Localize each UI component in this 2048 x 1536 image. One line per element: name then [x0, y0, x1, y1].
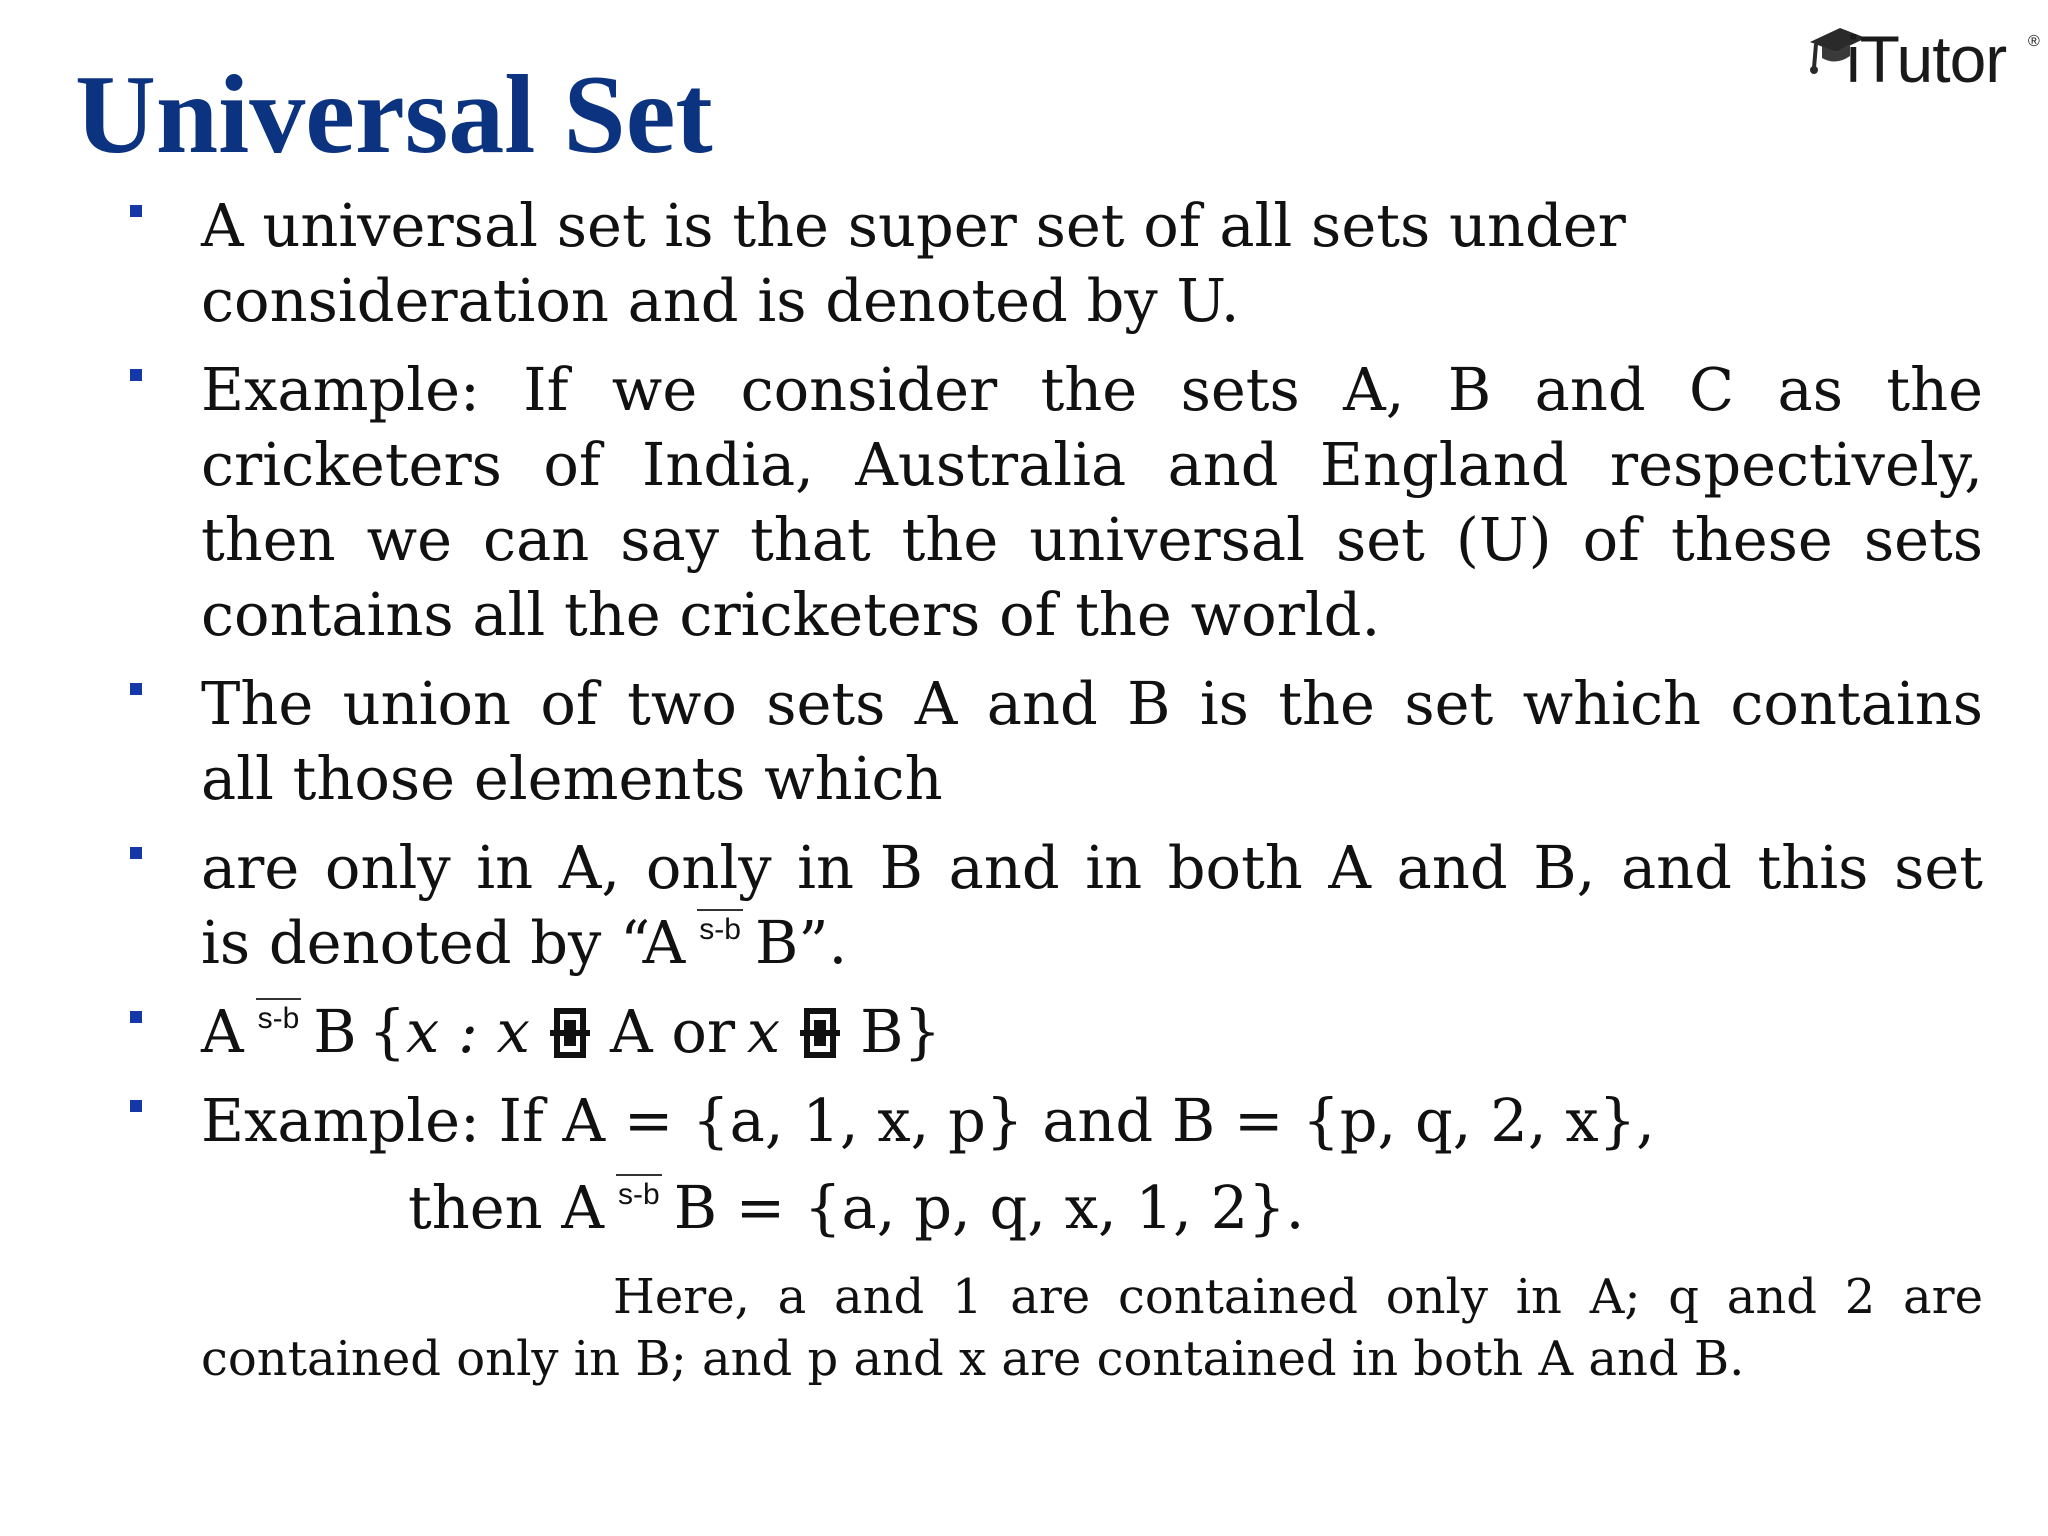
bullet-text-4	[201, 830, 1983, 980]
element-of-glyph-icon	[550, 1006, 590, 1060]
operator-symbol: s-b	[697, 909, 743, 945]
text-line: is denoted by “A s-b B”.	[201, 908, 848, 977]
explanation-note	[201, 1266, 1983, 1390]
slide-title: Universal Set	[75, 53, 713, 177]
bullet-text-2	[201, 352, 1983, 652]
itutor-logo	[1806, 20, 2042, 100]
bullet-marker	[130, 1011, 142, 1023]
operator-symbol: s-b	[256, 998, 302, 1034]
bullet-marker	[130, 847, 142, 859]
text-line: contains all the cricketers of the world.	[201, 580, 1381, 649]
text-line: are only in A, only in B and in both A and B, and this set	[201, 833, 1983, 902]
text-line: then we can say that the universal set (U) of these sets	[201, 505, 1983, 574]
text-line: cricketers of India, Australia and England respectively,	[201, 430, 1983, 499]
bullet-marker	[130, 683, 142, 695]
text-line: Example: If A = {a, 1, x, p} and B = {p, q, 2, x},	[201, 1086, 1655, 1155]
text-line: The union of two sets A and B is the set which contains	[201, 669, 1983, 738]
example-result: then A s-b B = {a, p, q, x, 1, 2}.	[408, 1173, 1305, 1242]
text-line: Example: If we consider the sets A, B and C as the	[201, 355, 1983, 424]
example-text	[201, 1083, 1983, 1158]
bullet-text-3	[201, 666, 1983, 816]
element-of-glyph-icon	[800, 1006, 840, 1060]
bullet-marker	[130, 1100, 142, 1112]
registered-mark: ®	[2028, 33, 2040, 50]
operator-symbol: s-b	[616, 1174, 662, 1210]
text-line: contained only in B; and p and x are contained in both A and B.	[201, 1331, 1745, 1387]
text-line: A universal set is the super set of all sets under	[201, 191, 1626, 260]
text-line: all those elements which	[201, 744, 943, 813]
union-formula: A s-b B {x : x A or x B}	[201, 997, 942, 1066]
bullet-text-1	[201, 188, 1983, 338]
text-line: consideration and is denoted by U.	[201, 266, 1240, 335]
text-line: Here, a and 1 are contained only in A; q and 2 are	[613, 1269, 1983, 1325]
bullet-marker	[130, 369, 142, 381]
bullet-marker	[130, 205, 142, 217]
logo-text: iTutor	[1846, 22, 2007, 96]
